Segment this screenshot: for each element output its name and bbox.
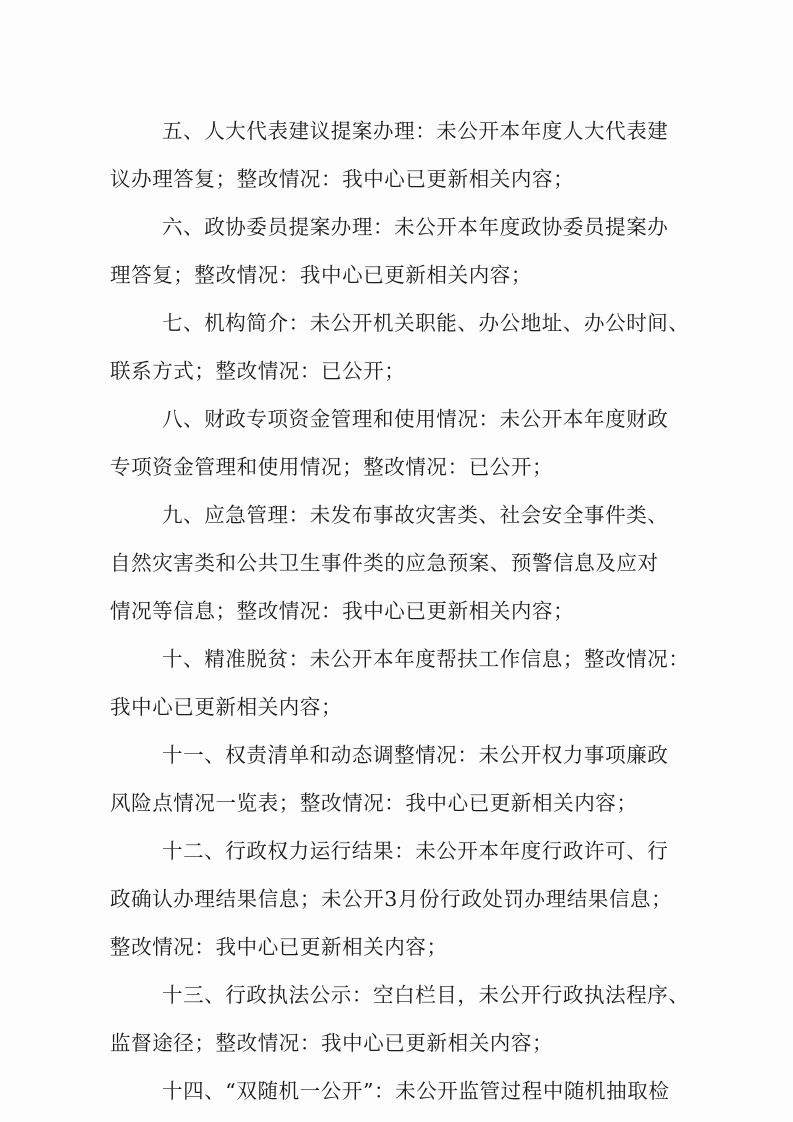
- text-line: 理答复；整改情况：我中心已更新相关内容；: [110, 263, 532, 287]
- text-line: 联系方式；整改情况：已公开；: [110, 359, 406, 383]
- text-line: 政确认办理结果信息；未公开3月份行政处罚办理结果信息；: [110, 887, 673, 911]
- text-line: 十二、行政权力运行结果：未公开本年度行政许可、行: [162, 839, 669, 863]
- text-line: 专项资金管理和使用情况；整改情况：已公开；: [110, 455, 554, 479]
- text-line: 监督途径；整改情况：我中心已更新相关内容；: [110, 1031, 554, 1055]
- text-line: 五、人大代表建议提案办理：未公开本年度人大代表建: [162, 119, 669, 143]
- text-line: 十、精准脱贫：未公开本年度帮扶工作信息；整改情况：: [162, 647, 690, 671]
- text-line: 议办理答复；整改情况：我中心已更新相关内容；: [110, 167, 575, 191]
- text-line: 十三、行政执法公示：空白栏目，未公开行政执法程序、: [162, 983, 690, 1007]
- text-line: 情况等信息；整改情况：我中心已更新相关内容；: [110, 599, 575, 623]
- text-line: 自然灾害类和公共卫生事件类的应急预案、预警信息及应对: [110, 551, 659, 575]
- text-line: 十一、权责清单和动态调整情况：未公开权力事项廉政: [162, 743, 669, 767]
- text-line: 七、机构简介：未公开机关职能、办公地址、办公时间、: [162, 311, 690, 335]
- text-line: 我中心已更新相关内容；: [110, 695, 343, 719]
- text-line: 整改情况：我中心已更新相关内容；: [110, 935, 448, 959]
- text-line: 风险点情况一览表；整改情况：我中心已更新相关内容；: [110, 791, 638, 815]
- text-line: 八、财政专项资金管理和使用情况：未公开本年度财政: [162, 407, 669, 431]
- text-line: 六、政协委员提案办理：未公开本年度政协委员提案办: [162, 215, 669, 239]
- document-body: [110, 107, 690, 1115]
- text-line: 九、应急管理：未发布事故灾害类、社会安全事件类、: [162, 503, 669, 527]
- text-line: 十四、“双随机一公开”：未公开监管过程中随机抽取检: [162, 1079, 670, 1103]
